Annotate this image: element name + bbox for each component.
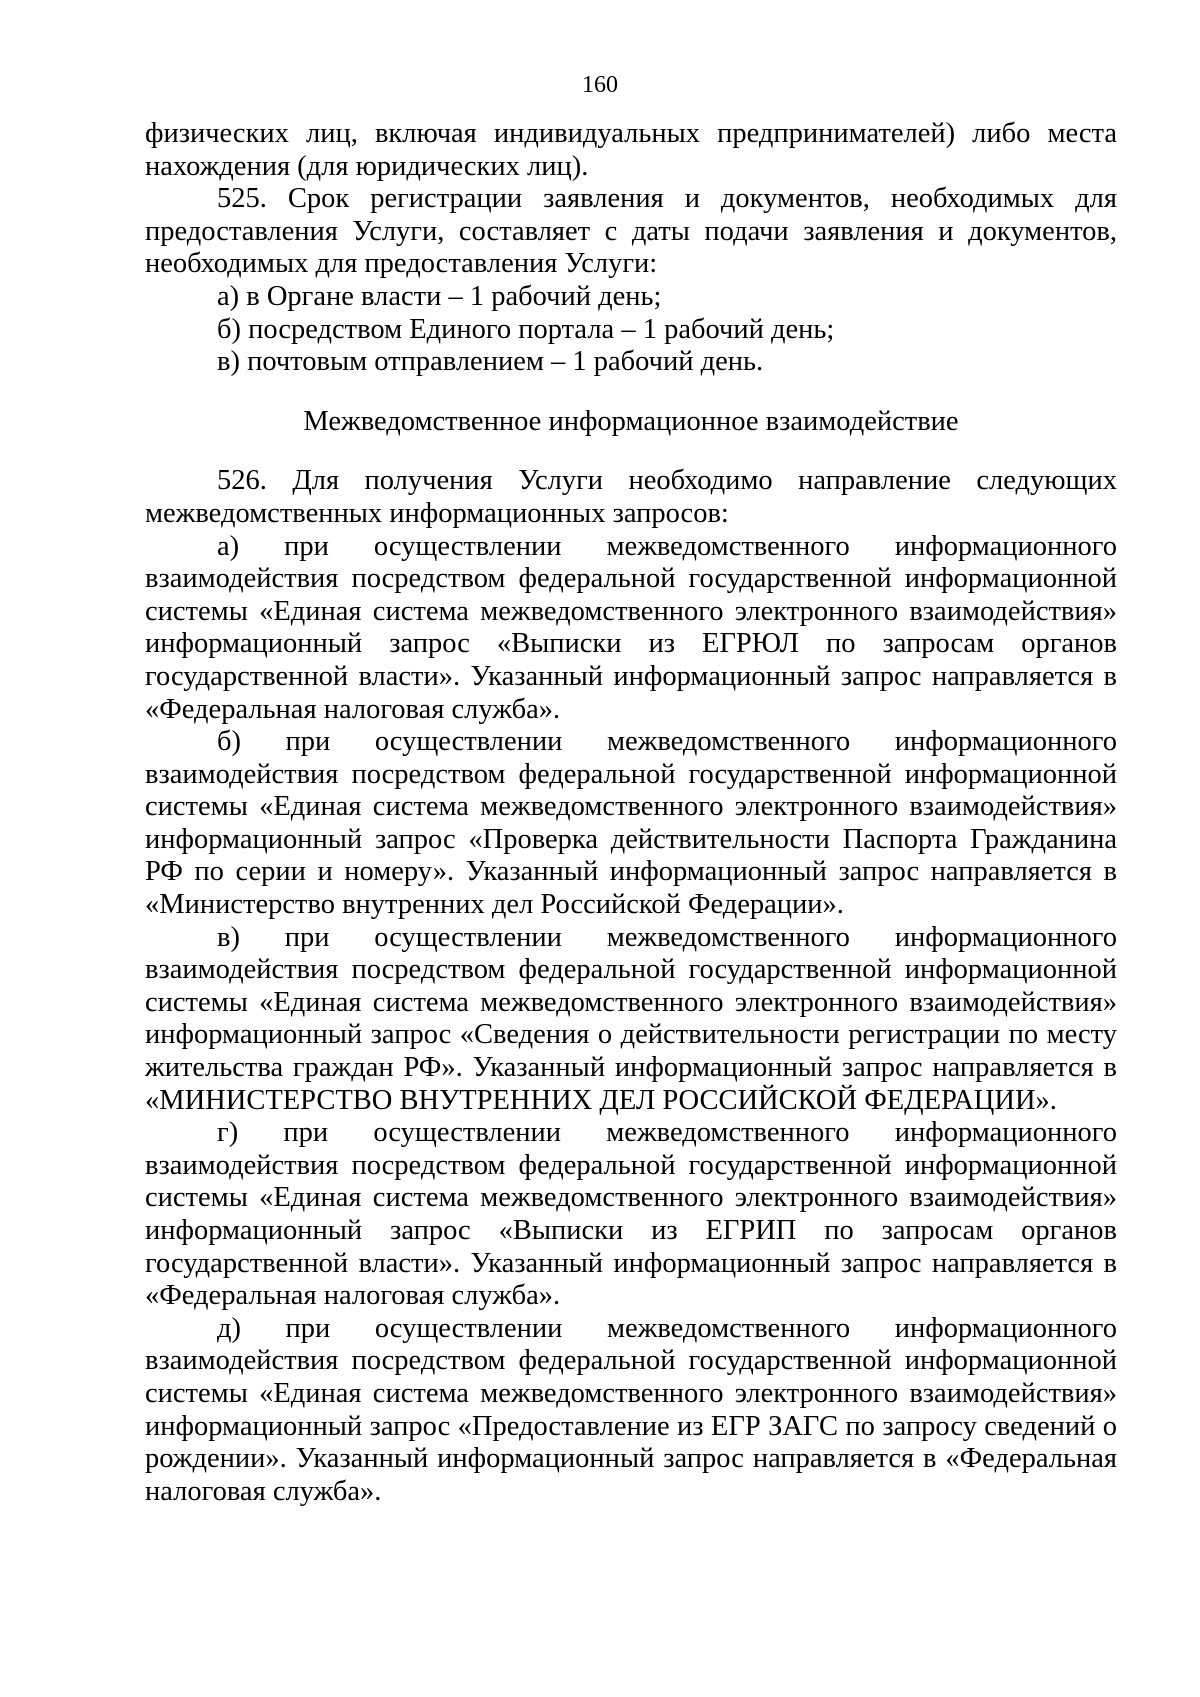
list-item-525-c: в) почтовым отправлением – 1 рабочий день. [217,346,764,378]
paragraph-continuation: физических лиц, включая индивидуальных предпринимателей) либо места нахождения (для юридических лиц). [145,118,1117,182]
paragraph-526: 526. Для получения Услуги необходимо направление следующих межведомственных информационных запросов: [145,465,1117,529]
list-item-526-e: д) при осуществлении межведомственного информационного взаимодействия посредством федеральной государственной информационной системы «Единая система межведомственного электронного взаимодействия» информационный запрос «Предоставление из ЕГР ЗАГС по запросу сведений о рождении». Указанный информационный запрос направляется в «Федеральная налоговая служба». [145,1312,1117,1507]
list-item-525-b: б) посредством Единого портала – 1 рабочий день; [217,313,835,345]
section-heading: Межведомственное информационное взаимодействие [303,405,959,437]
paragraph-525: 525. Срок регистрации заявления и документов, необходимых для предоставления Услуги, составляет с даты подачи заявления и документов, необходимых для предоставления Услуги: [145,183,1117,280]
list-item-526-d: г) при осуществлении межведомственного информационного взаимодействия посредством федеральной государственной информационной системы «Единая система межведомственного электронного взаимодействия» информационный запрос «Выписки из ЕГРИП по запросам органов государственной власти». Указанный информационный запрос направляется в «Федеральная налоговая служба». [145,1117,1117,1312]
list-item-526-a: а) при осуществлении межведомственного информационного взаимодействия посредством федеральной государственной информационной системы «Единая система межведомственного электронного взаимодействия» информационный запрос «Выписки из ЕГРЮЛ по запросам органов государственной власти». Указанный информационный запрос направляется в «Федеральная налоговая служба». [145,530,1117,725]
page-number: 160 [582,72,618,98]
document-body [145,118,1117,1508]
list-item-526-b: б) при осуществлении межведомственного информационного взаимодействия посредством федеральной государственной информационной системы «Единая система межведомственного электронного взаимодействия» информационный запрос «Проверка действительности Паспорта Гражданина РФ по серии и номеру». Указанный информационный запрос направляется в «Министерство внутренних дел Российской Федерации». [145,726,1117,921]
list-item-526-c: в) при осуществлении межведомственного информационного взаимодействия посредством федеральной государственной информационной системы «Единая система межведомственного электронного взаимодействия» информационный запрос «Сведения о действительности регистрации по месту жительства граждан РФ». Указанный информационный запрос направляется в «МИНИСТЕРСТВО ВНУТРЕННИХ ДЕЛ РОССИЙСКОЙ ФЕДЕРАЦИИ». [145,921,1117,1116]
list-item-525-a: а) в Органе власти – 1 рабочий день; [217,280,662,312]
